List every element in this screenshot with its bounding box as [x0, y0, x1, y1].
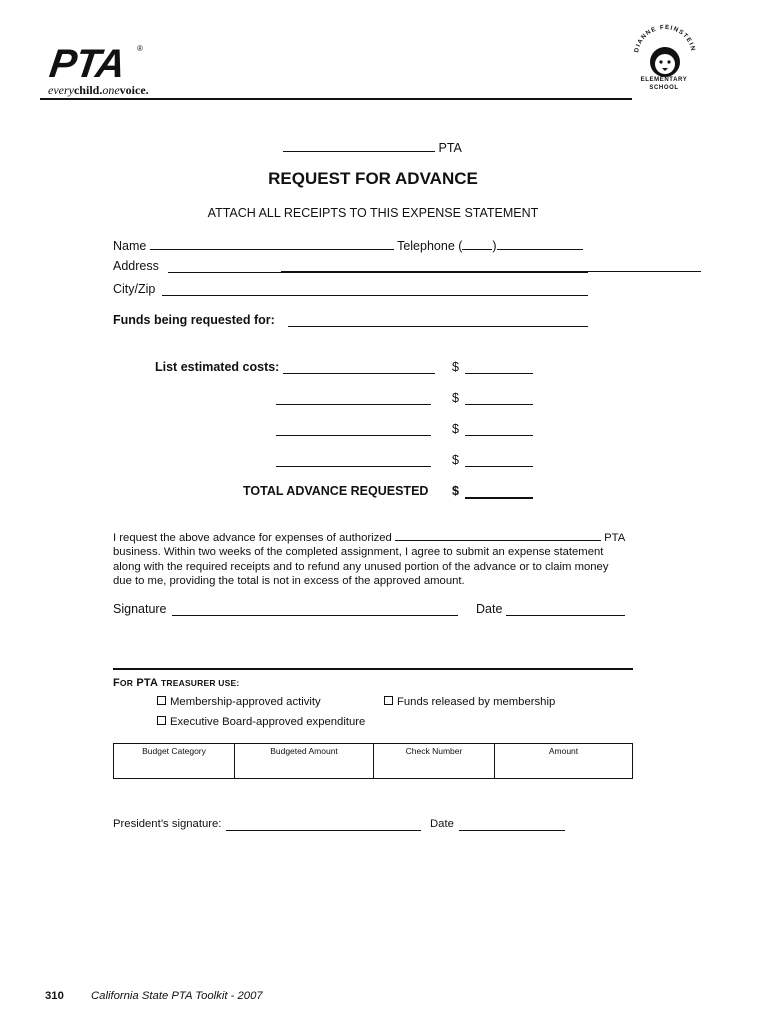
page-title: REQUEST FOR ADVANCE [268, 169, 478, 188]
cost-amount-2-field[interactable] [465, 392, 533, 405]
area-code-field[interactable] [462, 237, 492, 250]
budget-table [113, 743, 633, 779]
signature-field[interactable] [172, 603, 458, 616]
board-approved-option[interactable]: Executive Board-approved expenditure [157, 716, 365, 728]
publication-title: California State PTA Toolkit - 2007 [91, 990, 263, 1002]
total-label: TOTAL ADVANCE REQUESTED [243, 484, 429, 498]
pta-name-field[interactable] [283, 139, 435, 152]
seal-caption: ELEMENTARY SCHOOL [640, 77, 688, 91]
president-signature-field[interactable] [226, 819, 421, 831]
dollar-sign: $ [452, 453, 459, 467]
address-label: Address [113, 259, 159, 273]
cost-amount-4-field[interactable] [465, 454, 533, 467]
header-divider [40, 98, 632, 100]
treasurer-divider [113, 668, 633, 670]
membership-activity-option[interactable]: Membership-approved activity [157, 696, 321, 708]
address-field-line[interactable] [168, 260, 588, 273]
treasurer-heading: FOR PTA TREASURER USE: [113, 677, 240, 689]
president-signature-label: President’s signature: [113, 818, 222, 830]
costs-label: List estimated costs: [155, 360, 280, 374]
president-date-field[interactable] [459, 819, 565, 831]
checkbox-icon[interactable] [157, 696, 166, 705]
agreement-paragraph: I request the above advance for expenses of authorized PTA business. Within two weeks of the completed assignment, I agree to submit an expense statement along with the required receipts and to refund any unused portion of the advance or to claim money due to me, providing the total is not in excess of the approved amount. [113, 532, 626, 588]
funds-purpose-field[interactable] [288, 314, 588, 327]
cost-amount-1-field[interactable] [465, 361, 533, 374]
telephone-label: Telephone ( [397, 239, 463, 253]
funds-released-option[interactable]: Funds released by membership [384, 696, 555, 708]
cost-amount-3-field[interactable] [465, 423, 533, 436]
pta-tagline: everychild.onevoice. [48, 83, 149, 97]
cityzip-field[interactable] [162, 283, 588, 296]
dollar-sign: $ [452, 391, 459, 405]
date-label: Date [476, 602, 503, 616]
check-number-header[interactable]: Check Number [374, 744, 495, 779]
cost-item-4-field[interactable] [276, 454, 431, 467]
cityzip-label: City/Zip [113, 282, 156, 296]
dollar-sign: $ [452, 484, 459, 498]
page-subtitle: ATTACH ALL RECEIPTS TO THIS EXPENSE STATEMENT [207, 206, 539, 220]
checkbox-icon[interactable] [157, 716, 166, 725]
cost-item-1-field[interactable] [283, 361, 435, 374]
cost-item-3-field[interactable] [276, 423, 431, 436]
budgeted-amount-header[interactable]: Budgeted Amount [235, 744, 374, 779]
president-date-label: Date [430, 818, 454, 830]
cost-item-2-field[interactable] [276, 392, 431, 405]
total-amount-field[interactable] [465, 485, 533, 499]
address-row [113, 259, 159, 273]
name-row: Name Telephone ( ) [113, 237, 583, 253]
registered-mark: ® [137, 44, 143, 53]
name-label: Name [113, 239, 147, 253]
telephone-field[interactable] [497, 237, 583, 250]
svg-text:DIANNE FEINSTEIN: DIANNE FEINSTEIN [633, 23, 697, 54]
pta-name-row: PTA [283, 139, 462, 155]
dollar-sign: $ [452, 360, 459, 374]
amount-header[interactable]: Amount [495, 744, 633, 779]
page-number: 310 [45, 990, 64, 1002]
dollar-sign: $ [452, 422, 459, 436]
funds-label: Funds being requested for: [113, 313, 275, 327]
checkbox-icon[interactable] [384, 696, 393, 705]
budget-category-header[interactable]: Budget Category [114, 744, 235, 779]
authorized-pta-field[interactable] [395, 530, 601, 541]
name-field[interactable] [150, 237, 394, 250]
pta-logo: PTA [46, 42, 128, 86]
date-field[interactable] [506, 603, 625, 616]
signature-label: Signature [113, 602, 167, 616]
